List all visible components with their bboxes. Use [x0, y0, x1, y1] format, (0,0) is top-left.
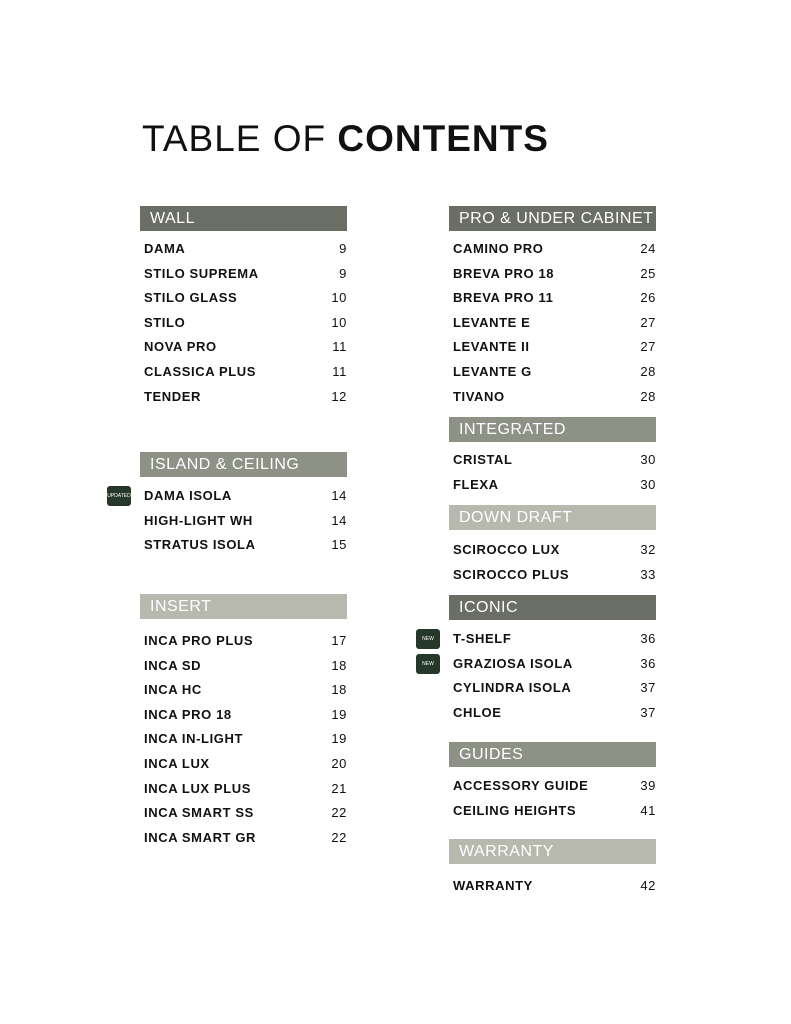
entry-name: INCA HC — [144, 682, 202, 698]
toc-entry — [449, 538, 656, 563]
toc-entry — [449, 335, 656, 360]
section-header-warranty: WARRANTY — [449, 839, 656, 864]
entry-page-number: 30 — [640, 476, 656, 492]
entry-page-number: 12 — [331, 388, 347, 404]
toc-entry — [449, 774, 656, 799]
toc-entry — [140, 629, 347, 654]
status-badge: NEW — [416, 629, 440, 649]
entry-name: LEVANTE II — [453, 339, 530, 355]
entry-page-number: 17 — [331, 633, 347, 648]
entry-page-number: 33 — [640, 566, 656, 582]
entry-name: DAMA ISOLA — [144, 488, 232, 503]
entry-page-number: 9 — [339, 265, 347, 281]
entry-name: DAMA — [144, 241, 186, 256]
entry-name: INCA PRO PLUS — [144, 633, 254, 648]
section-integrated — [449, 417, 656, 497]
section-wall — [140, 206, 347, 409]
entry-page-number: 25 — [640, 265, 656, 281]
section-iconic — [422, 595, 656, 725]
entry-page-number: 15 — [331, 537, 347, 553]
section-header-pro-under-cabinet: PRO & UNDER CABINET — [449, 206, 656, 231]
entry-name: STRATUS ISOLA — [144, 537, 256, 553]
entry-page-number: 27 — [640, 339, 656, 355]
title-bold: CONTENTS — [337, 118, 549, 159]
entry-name: BREVA PRO 11 — [453, 290, 554, 306]
toc-entry — [140, 777, 347, 802]
entry-page-number: 39 — [640, 778, 656, 793]
entry-name: CAMINO PRO — [453, 241, 544, 256]
section-header-island-ceiling: ISLAND & CEILING — [140, 452, 347, 477]
toc-entry — [140, 286, 347, 311]
entry-name: STILO SUPREMA — [144, 265, 259, 281]
entry-name: STILO GLASS — [144, 290, 238, 306]
entry-name: SCIROCCO PLUS — [453, 566, 570, 582]
entry-name: SCIROCCO LUX — [453, 542, 560, 557]
entry-page-number: 20 — [331, 755, 347, 771]
toc-entry — [449, 360, 656, 385]
entry-page-number: 11 — [332, 339, 347, 355]
entry-page-number: 18 — [331, 657, 347, 673]
section-island-ceiling — [107, 452, 347, 558]
toc-entry — [140, 509, 347, 534]
entry-name: CEILING HEIGHTS — [453, 802, 577, 818]
entry-name: ACCESSORY GUIDE — [453, 778, 589, 793]
section-insert — [140, 594, 347, 850]
toc-entry — [140, 752, 347, 777]
entry-page-number: 24 — [640, 241, 656, 256]
toc-entry — [140, 703, 347, 728]
entry-name: NOVA PRO — [144, 339, 217, 355]
entry-name: INCA SMART SS — [144, 805, 254, 821]
toc-entry — [140, 385, 347, 410]
entry-name: FLEXA — [453, 476, 499, 492]
toc-entry — [140, 727, 347, 752]
entry-name: INCA SD — [144, 657, 202, 673]
entry-page-number: 37 — [640, 704, 656, 720]
entry-name: CYLINDRA ISOLA — [453, 680, 572, 696]
toc-entry — [140, 678, 347, 703]
toc-entry — [449, 311, 656, 336]
entry-page-number: 28 — [640, 388, 656, 404]
toc-entry — [449, 286, 656, 311]
toc-entry — [449, 799, 656, 824]
toc-entry — [449, 237, 656, 262]
entry-name: STILO — [144, 314, 186, 330]
toc-entry — [140, 826, 347, 851]
toc-entry — [140, 237, 347, 262]
entry-page-number: 10 — [331, 314, 347, 330]
section-header-insert: INSERT — [140, 594, 347, 619]
entry-page-number: 42 — [640, 878, 656, 893]
toc-entry — [449, 676, 656, 701]
entry-name: CHLOE — [453, 704, 502, 720]
entry-page-number: 30 — [640, 452, 656, 467]
toc-entry — [422, 652, 656, 677]
toc-entry — [140, 801, 347, 826]
section-header-integrated: INTEGRATED — [449, 417, 656, 442]
entry-page-number: 10 — [331, 290, 347, 306]
entry-name: INCA SMART GR — [144, 829, 257, 845]
entry-page-number: 27 — [640, 314, 656, 330]
toc-entry — [449, 701, 656, 726]
entry-page-number: 14 — [331, 512, 347, 528]
section-guides — [449, 742, 656, 823]
entry-name: T-SHELF — [453, 631, 512, 646]
toc-entry — [422, 627, 656, 652]
toc-entry — [140, 335, 347, 360]
entry-name: LEVANTE G — [453, 363, 532, 379]
section-down-draft — [449, 505, 656, 587]
section-pro-under-cabinet — [449, 206, 656, 409]
entry-page-number: 9 — [339, 241, 347, 256]
entry-page-number: 28 — [640, 363, 656, 379]
entry-name: GRAZIOSA ISOLA — [453, 655, 573, 671]
entry-page-number: 26 — [640, 290, 656, 306]
entry-name: TIVANO — [453, 388, 505, 404]
entry-page-number: 11 — [332, 363, 347, 379]
section-warranty — [449, 839, 656, 899]
entry-name: CRISTAL — [453, 452, 513, 467]
entry-page-number: 36 — [640, 631, 656, 646]
entry-page-number: 41 — [640, 802, 656, 818]
toc-entry — [449, 473, 656, 498]
toc-entry — [140, 311, 347, 336]
entry-page-number: 14 — [331, 488, 347, 503]
entry-name: INCA IN-LIGHT — [144, 731, 244, 747]
entry-page-number: 37 — [640, 680, 656, 696]
section-header-iconic: ICONIC — [449, 595, 656, 620]
section-header-guides: GUIDES — [449, 742, 656, 767]
toc-entry — [449, 385, 656, 410]
status-badge: UPDATED — [107, 486, 131, 506]
entry-name: LEVANTE E — [453, 314, 531, 330]
entry-page-number: 21 — [331, 780, 347, 796]
title-light: TABLE OF — [142, 118, 338, 159]
entry-name: INCA LUX PLUS — [144, 780, 251, 796]
status-badge: NEW — [416, 654, 440, 674]
section-header-down-draft: DOWN DRAFT — [449, 505, 656, 530]
entry-name: TENDER — [144, 388, 202, 404]
entry-page-number: 32 — [640, 542, 656, 557]
entry-name: WARRANTY — [453, 878, 533, 893]
toc-entry — [107, 484, 347, 509]
entry-name: CLASSICA PLUS — [144, 363, 257, 379]
entry-name: BREVA PRO 18 — [453, 265, 555, 281]
toc-entry — [449, 563, 656, 588]
toc-entry — [449, 262, 656, 287]
toc-entry — [140, 360, 347, 385]
entry-page-number: 19 — [331, 706, 347, 722]
toc-entry — [140, 654, 347, 679]
entry-name: HIGH-LIGHT WH — [144, 512, 253, 528]
toc-entry — [449, 874, 656, 899]
entry-page-number: 22 — [331, 829, 347, 845]
entry-page-number: 36 — [640, 655, 656, 671]
entry-page-number: 22 — [331, 805, 347, 821]
toc-entry — [449, 448, 656, 473]
toc-entry — [140, 262, 347, 287]
entry-page-number: 18 — [331, 682, 347, 698]
entry-name: INCA LUX — [144, 755, 210, 771]
toc-entry — [140, 533, 347, 558]
page-title — [142, 118, 549, 160]
entry-page-number: 19 — [331, 731, 347, 747]
entry-name: INCA PRO 18 — [144, 706, 232, 722]
section-header-wall: WALL — [140, 206, 347, 231]
